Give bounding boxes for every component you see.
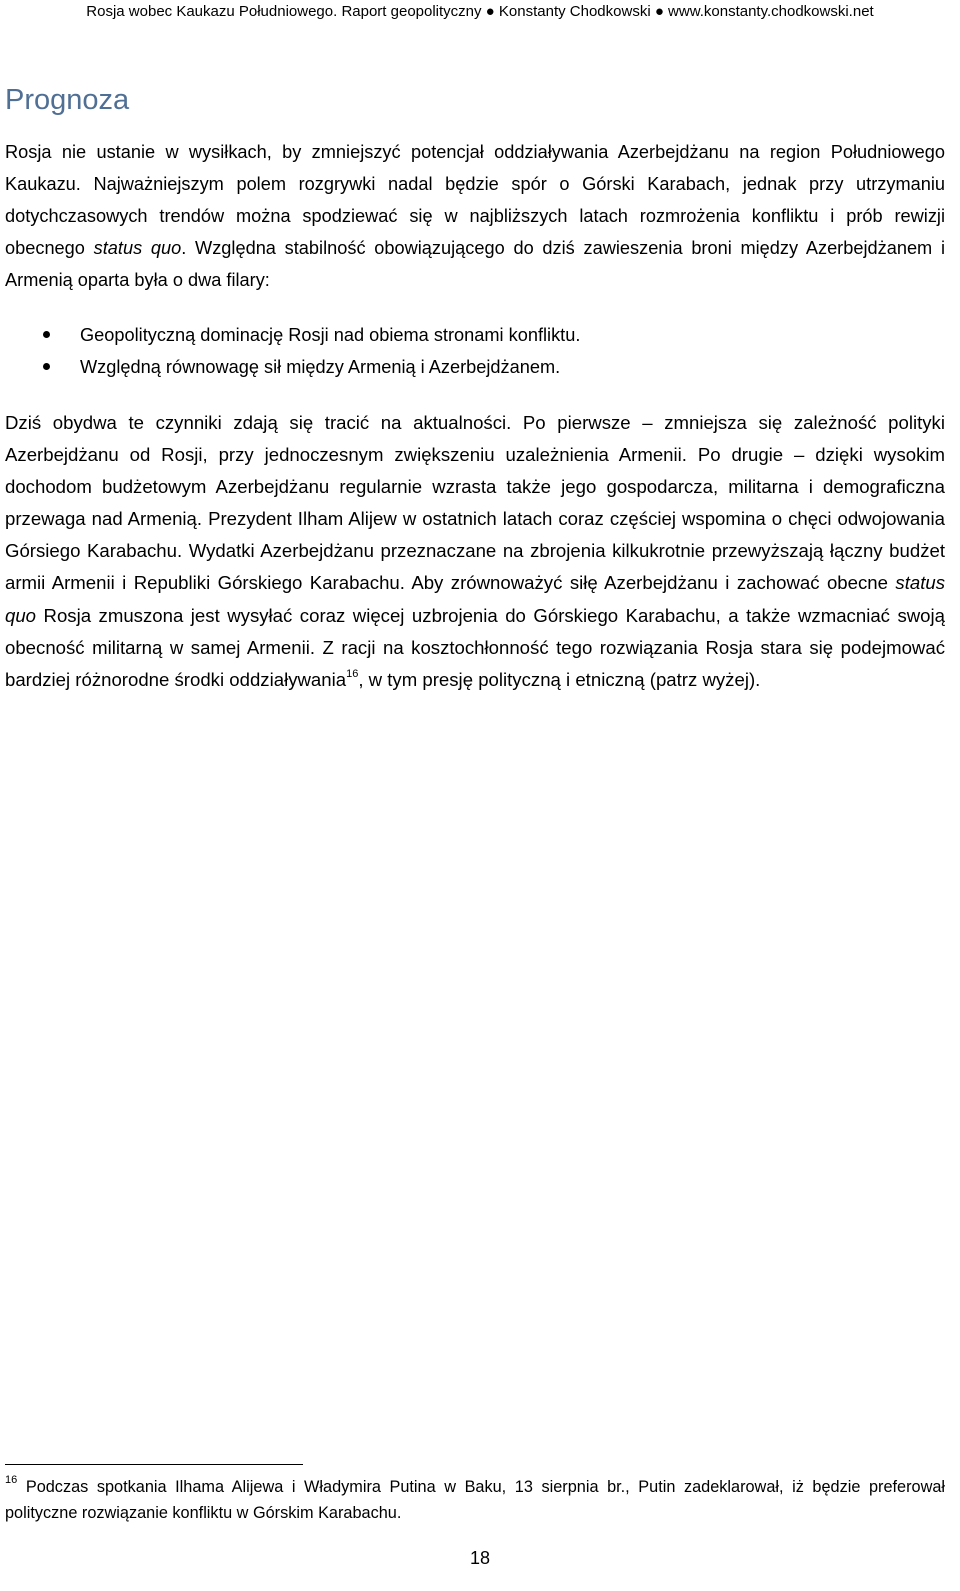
list-item	[0, 351, 580, 383]
paragraph-intro	[5, 136, 945, 296]
section-heading: Prognoza	[5, 84, 130, 116]
paragraph-analysis-text-3: , w tym presję polityczną i etniczną (patrz wyżej).	[358, 668, 761, 690]
footnote	[5, 1474, 945, 1526]
paragraph-analysis-italic: status quo	[5, 572, 945, 626]
paragraph-analysis-text-2: Rosja zmuszona jest wysyłać coraz więcej uzbrojenia do Górskiego Karabachu, a także wzmacniać swoją obecność militarną w samej Armenii. Z racji na kosztochłonność tego rozwiązania Rosja stara się podejmować bardziej różnorodne środki oddziaływania	[5, 604, 945, 690]
paragraph-intro-text-1: Rosja nie ustanie w wysiłkach, by zmniejszyć potencjał oddziaływania Azerbejdżanu na region Południowego Kaukazu. Najważniejszym polem rozgrywki nadal będzie spór o Górski Karabach, jednak przy utrzymaniu dotychczasowych trendów można spodziewać się w najbliższych latach rozmrożenia konfliktu i prób rewizji obecnego	[5, 142, 945, 259]
list-item-text: Względną równowagę sił między Armenią i Azerbejdżanem.	[80, 357, 561, 377]
list-item-text: Geopolityczną dominację Rosji nad obiema stronami konfliktu.	[80, 325, 581, 345]
footnote-text: Podczas spotkania Ilhama Alijewa i Władymira Putina w Baku, 13 sierpnia br., Putin zadeklarował, iż będzie preferował polityczne rozwiązanie konfliktu w Górskim Karabachu.	[5, 1478, 945, 1522]
paragraph-intro-italic: status quo	[93, 238, 182, 259]
bullet-icon	[43, 331, 50, 338]
pillars-list	[0, 319, 580, 383]
page-number: 18	[469, 1548, 491, 1568]
paragraph-analysis	[5, 407, 945, 696]
bullet-icon	[43, 363, 50, 370]
footnote-reference[interactable]: 16	[346, 667, 359, 680]
paragraph-intro-text-2: . Względna stabilność obowiązującego do dziś zawieszenia broni między Azerbejdżanem i Armenią oparta była o dwa filary:	[5, 238, 945, 291]
running-header: Rosja wobec Kaukazu Południowego. Raport geopolityczny ● Konstanty Chodkowski ● www.konstanty.chodkowski.net	[86, 3, 874, 20]
footnote-separator	[5, 1464, 303, 1465]
footnote-number: 16	[5, 1473, 18, 1486]
list-item	[0, 319, 580, 351]
paragraph-analysis-text-1: Dziś obydwa te czynniki zdają się tracić na aktualności. Po pierwsze – zmniejsza się zależność polityki Azerbejdżanu od Rosji, przy jednoczesnym zwiększeniu uzależnienia Armenii. Po drugie – dzięki wysokim dochodom budżetowym Azerbejdżanu regularnie wzrasta także jego gospodarcza, militarna i demograficzna przewaga nad Armenią. Prezydent Ilham Alijew w ostatnich latach coraz częściej wspomina o chęci odwojowania Górsiego Karabachu. Wydatki Azerbejdżanu przeznaczane na zbrojenia kilkukrotnie przewyższają łączny budżet armii Armenii i Republiki Górskiego Karabachu. Aby zrównoważyć siłę Azerbejdżanu i zachować obecne	[5, 412, 945, 594]
